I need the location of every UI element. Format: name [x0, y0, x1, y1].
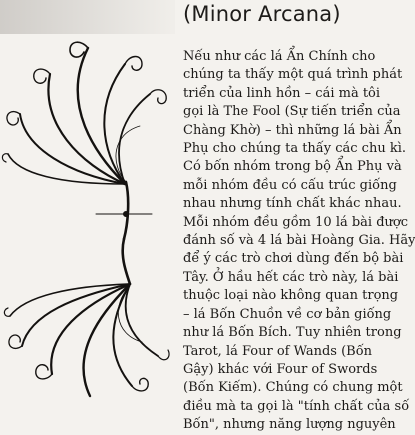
text-line: mỗi nhóm đều có cấu trúc giống: [183, 177, 397, 193]
text-line: (Bốn Kiếm). Chúng có chung một: [183, 380, 403, 396]
flourish-ornament: [0, 34, 175, 400]
text-line: điều mà ta gọi là "tính chất của số: [183, 398, 410, 414]
text-line: Nếu như các lá Ẩn Chính cho: [183, 49, 376, 64]
text-line: chúng ta thấy một quá trình phát: [183, 67, 403, 83]
section-title: (Minor Arcana): [183, 2, 341, 26]
text-line: Chàng Khờ) – thì những lá bài Ẩn: [183, 122, 402, 138]
facing-page-shadow: [0, 0, 175, 34]
text-line: Tarot, lá Four of Wands (Bốn: [183, 343, 373, 359]
text-line: thuộc loại nào không quan trọng: [183, 288, 399, 304]
text-line: Phụ cho chúng ta thấy các chu kì.: [183, 141, 407, 157]
text-line: triển của linh hồn – cái mà tôi: [183, 85, 381, 101]
text-line: Bốn", nhưng năng lượng nguyên: [183, 417, 396, 433]
text-line: Gậy) khác với Four of Swords: [183, 361, 378, 377]
text-line: Mỗi nhóm đều gồm 10 lá bài được: [183, 214, 409, 230]
text-line: gọi là The Fool (Sự tiến triển của: [183, 104, 401, 120]
text-line: đánh số và 4 lá bài Hoàng Gia. Hãy: [183, 233, 415, 249]
text-line: Có bốn nhóm trong bộ Ẩn Phụ và: [183, 159, 402, 175]
text-line: nhau nhưng tính chất khác nhau.: [183, 196, 402, 212]
text-line: – lá Bốn Chuồn về cơ bản giống: [183, 306, 392, 322]
text-line: như lá Bốn Bích. Tuy nhiên trong: [183, 325, 402, 341]
text-line: để ý các trò chơi dùng đến bộ bài: [183, 251, 404, 267]
body-text: [183, 48, 415, 433]
text-line: Tây. Ở hầu hết các trò này, lá bài: [183, 269, 399, 285]
